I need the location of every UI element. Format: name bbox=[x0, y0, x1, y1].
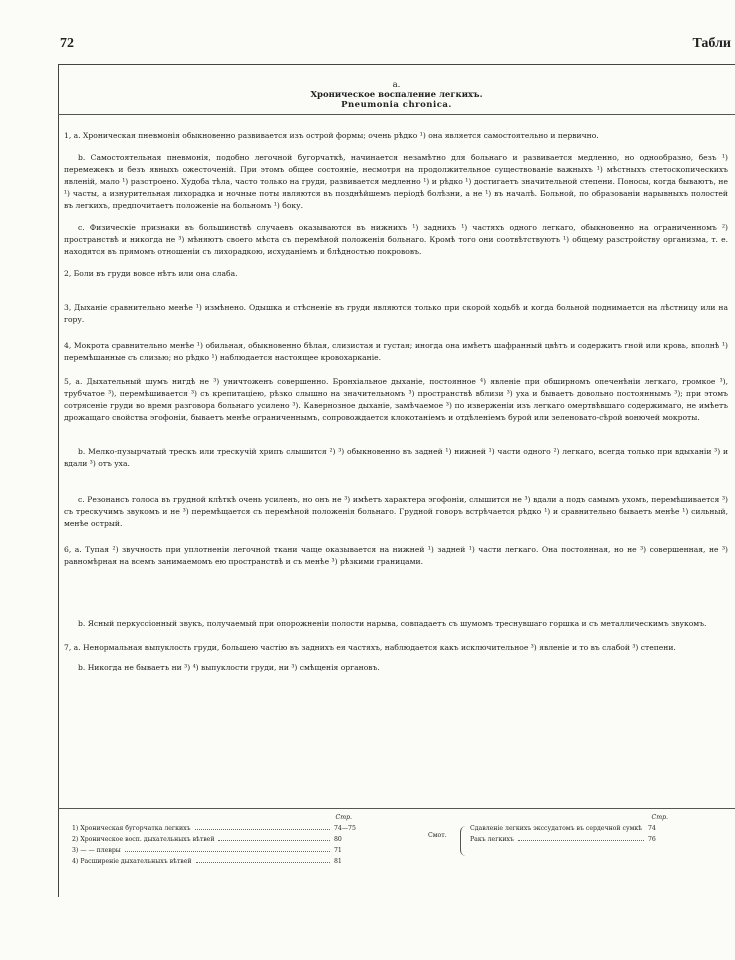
paragraph-1a: 1, a. Хроническая пневмонія обыкновенно развивается изъ острой формы; очень рѣдко ¹) она является самостоятельно и первично. bbox=[64, 131, 599, 140]
paragraph-7a: 7, a. Ненормальная выпуклость груди, большею частію въ заднихъ ея частяхъ, наблюдается какъ исключительное ³) явленіе и то въ слабой ³) степени. bbox=[64, 643, 676, 652]
leader-dots bbox=[218, 840, 330, 841]
see-also-label: Смот. bbox=[428, 832, 447, 839]
leader-dots bbox=[195, 829, 330, 830]
footnote-item bbox=[72, 823, 362, 834]
paragraph-5a: 5, a. Дыхательный шумъ нигдѣ не ³) уничтоженъ совершенно. Бронхіальное дыханіе, постоянное ⁴) явленіе при обширномъ опеченѣніи легкаго, громкое ³), трубчатое ³), перемѣшивается ³) съ крепитаціею, рѣзко слышно на значительномъ ³) пространствѣ вблизи ³) уха и бываетъ довольно постояннымъ ³); при этомъ сотрясеніе груди во время разговора больнаго усилено ³). Кавернозное дыханіе, замѣчаемое ³) по изверженіи изъ легкаго омертвѣвшаго содержимаго, не имѣетъ дрожащаго свойства эгофоніи, бываетъ менѣе ограниченнымъ, сопровождается клокотаніемъ и отдѣленіемъ бурой или зеленовато-сѣрой вонючей мокроты. bbox=[64, 377, 728, 422]
paragraph-1c: c. Физическіе признаки въ большинствѣ случаевъ оказываются въ нижнихъ ¹) заднихъ ¹) частяхъ одного легкаго, обыкновенно на ограниченномъ ²) пространствѣ и никогда не ³) мѣняютъ своего мѣста съ перемѣной положенія больнаго. Кромѣ того они соотвѣтствуютъ ¹) общему разстройству организма, т. е. находятся въ прямомъ отношеніи съ лихорадкою, исхуданіемъ и блѣдностью покрововъ. bbox=[64, 223, 728, 256]
footnote-page-header: Стр. bbox=[335, 814, 352, 821]
see-also-item bbox=[470, 823, 670, 834]
paragraph-7b: b. Никогда не бываетъ ни ³) ⁴) выпуклости груди, ни ³) смѣщенія органовъ. bbox=[78, 663, 380, 672]
footnote-item bbox=[72, 845, 362, 856]
see-also-item bbox=[470, 834, 670, 845]
paragraph-1b: b. Самостоятельная пневмонія, подобно легочной бугорчаткѣ, начинается незамѣтно для больнаго и развивается медленно, но однообразно, безъ ¹) перемежекъ и безъ явныхъ ожесточеній. При этомъ общее состояніе, несмотря на продолжительное существованіе важныхъ ¹) мѣстныхъ стетоскопическихъ явленій, мало ¹) разстроено. Худоба тѣла, часто только на груди, развивается медленно ¹) и рѣдко ¹) достигаетъ значительной степени. Поносы, когда бываютъ, не ¹) часты, а изнурительная лихорадка и ночные поты являются въ позднѣйшемъ періодѣ болѣзни, а не ¹) въ началѣ. Больной, по образованіи нарывныхъ полостей въ легкихъ, предпочитаетъ положеніе на больномъ ¹) боку. bbox=[64, 153, 728, 210]
footnote-divider bbox=[58, 808, 735, 809]
footnote-item bbox=[72, 834, 362, 845]
see-also-page: 76 bbox=[648, 836, 656, 843]
footnote-item bbox=[72, 856, 362, 867]
see-also-text: Ракъ легкихъ bbox=[470, 836, 514, 843]
see-also-text: Сдавленіе легкихъ экссудатомъ въ сердечной сумкѣ bbox=[470, 825, 643, 832]
see-also-list bbox=[470, 812, 670, 845]
footnote-text: 2) Хроническое восп. дыхательныхъ вѣтвей bbox=[72, 836, 215, 843]
paragraph-5b: b. Мелко-пузырчатый трескъ или трескучій хрипъ слышится ²) ³) обыкновенно въ задней ¹) нижней ¹) части одного ²) легкаго, всегда только при вдыханіи ³) и вдали ³) отъ уха. bbox=[64, 447, 728, 468]
footnote-page: 71 bbox=[334, 847, 342, 854]
leader-dots bbox=[518, 840, 644, 841]
footnote-text: 4) Расширеніе дыхательныхъ вѣтвей bbox=[72, 858, 192, 865]
running-head: Табли bbox=[692, 36, 731, 51]
leader-dots bbox=[196, 862, 330, 863]
footnote-text: 3) — — плевры bbox=[72, 847, 121, 854]
footnote-page: 80 bbox=[334, 836, 342, 843]
content-body bbox=[64, 126, 728, 674]
paragraph-3: 3, Дыханіе сравнительно менѣе ¹) измѣнено. Одышка и стѣсненіе въ груди являются только при скорой ходьбѣ и когда больной поднимается на лѣстницу или на гору. bbox=[64, 303, 728, 324]
paragraph-5c: c. Резонансъ голоса въ грудной клѣткѣ очень усиленъ, но онъ не ³) имѣетъ характера эгофоніи, слышится не ³) вдали а подъ самымъ ухомъ, перемѣшивается ³) съ трескучимъ звукомъ и не ³) перемѣщается съ перемѣной положенія больнаго. Грудной говоръ встрѣчается рѣдко ¹) и сравнительно бываетъ менѣе ¹) сильный, менѣе острый. bbox=[64, 495, 728, 528]
section-title: Хроническое воспаление легкихъ. bbox=[310, 90, 483, 100]
see-also-page-header: Стр. bbox=[651, 814, 668, 821]
paragraph-6a: 6, a. Тупая ²) звучность при уплотненіи легочной ткани чаще оказывается на нижней ¹) задней ¹) части легкаго. Она постоянная, но не ³) совершенная, не ³) равномѣрная на всемъ занимаемомъ ею пространствѣ и съ менѣе ³) рѣзкими границами. bbox=[64, 545, 728, 566]
footnotes bbox=[72, 812, 362, 867]
leader-dots bbox=[125, 851, 330, 852]
paragraph-4: 4, Мокрота сравнительно менѣе ¹) обильная, обыкновенно бѣлая, слизистая и густая; иногда она имѣетъ шафранный цвѣтъ и содержитъ гной или кровь, вполнѣ ¹) перемѣшанные съ слизью; но рѣдко ¹) наблюдается настоящее кровохарканіе. bbox=[64, 341, 728, 362]
section-latin-title: Pneumonia chronica. bbox=[341, 100, 452, 110]
brace bbox=[460, 826, 467, 856]
paragraph-2: 2, Боли въ груди вовсе нѣтъ или она слаба. bbox=[64, 269, 238, 278]
section-heading bbox=[58, 80, 735, 110]
footnote-page: 81 bbox=[334, 858, 342, 865]
footnote-text: 1) Хроническая бугорчатка легкихъ bbox=[72, 825, 191, 832]
paragraph-6b: b. Ясный перкуссіонный звукъ, получаемый при опорожненіи полости нарыва, совпадаетъ съ шумомъ треснувшаго горшка и съ металлическимъ звукомъ. bbox=[78, 619, 707, 628]
section-letter: a. bbox=[392, 80, 401, 90]
see-also-page: 74 bbox=[648, 825, 656, 832]
page-number: 72 bbox=[60, 36, 74, 51]
footnote-page: 74—75 bbox=[334, 825, 356, 832]
heading-divider bbox=[58, 114, 735, 115]
